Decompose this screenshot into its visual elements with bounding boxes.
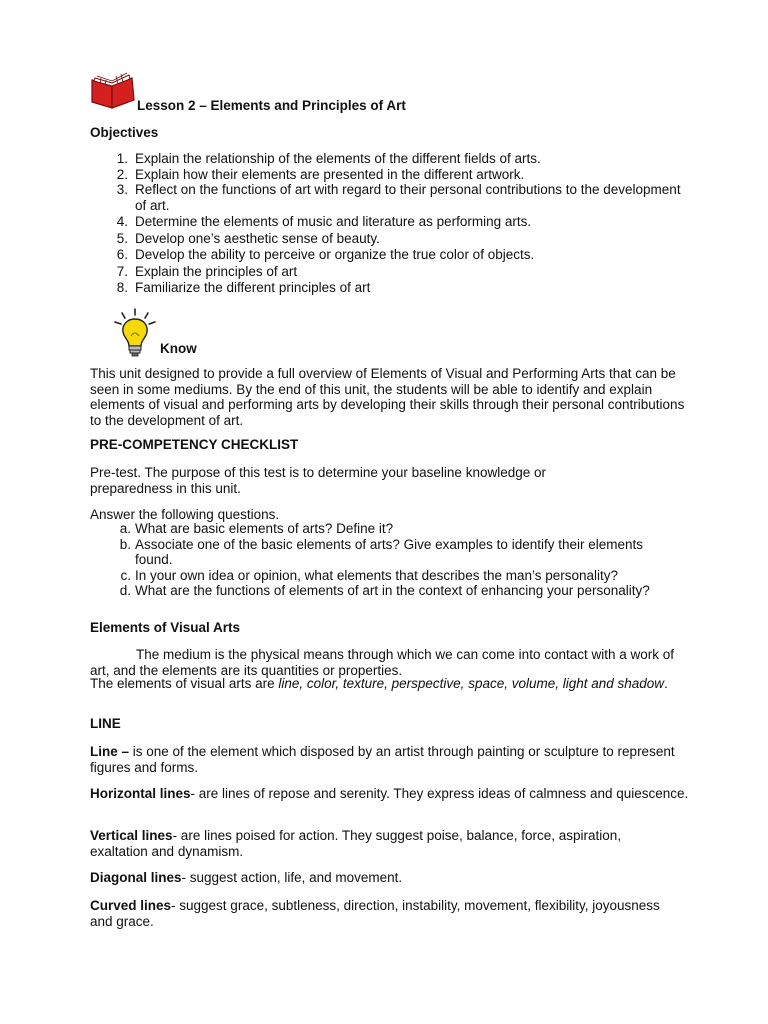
list-item: 8. Familiarize the different principles of art bbox=[116, 280, 371, 295]
medium-paragraph: The medium is the physical means through which we can come into contact with a work of art, and the elements are its quantities or properties. bbox=[90, 647, 675, 678]
list-item: 4. Determine the elements of music and literature as performing arts. bbox=[116, 214, 532, 229]
list-item: 3. Reflect on the functions of art with regard to their personal contributions to the development of art. bbox=[116, 182, 681, 213]
list-item: 5. Develop one’s aesthetic sense of beauty. bbox=[116, 230, 380, 246]
diagonal-lines-definition: Diagonal lines- suggest action, life, and movement. bbox=[90, 870, 403, 885]
list-item: 7. Explain the principles of art bbox=[116, 263, 298, 279]
list-item: a. What are basic elements of arts? Define it? bbox=[119, 521, 394, 536]
know-paragraph: This unit designed to provide a full overview of Elements of Visual and Performing Arts that can be seen in some mediums. By the end of this unit, the students will be able to identify and explain elements of visual and performing arts by developing their skills through their personal contributions to the development of art. bbox=[90, 366, 685, 428]
list-item: 6. Develop the ability to perceive or organize the true color of objects. bbox=[116, 247, 535, 262]
visual-arts-heading: Elements of Visual Arts bbox=[90, 620, 241, 635]
list-item: c. In your own idea or opinion, what elements that describes the man’s personality? bbox=[120, 567, 619, 583]
horizontal-lines-definition: Horizontal lines- are lines of repose and serenity. They express ideas of calmness and quiescence. bbox=[90, 786, 689, 801]
checklist-heading: PRE-COMPETENCY CHECKLIST bbox=[90, 437, 299, 452]
line-heading: LINE bbox=[90, 716, 121, 731]
list-item: 1. Explain the relationship of the elements of the different fields of arts. bbox=[116, 151, 541, 166]
light-bulb-icon bbox=[112, 308, 158, 358]
curved-lines-definition: Curved lines- suggest grace, subtleness, direction, instability, movement, flexibility, joyousness and grace. bbox=[90, 898, 660, 929]
lesson-title: Lesson 2 – Elements and Principles of Art bbox=[137, 98, 406, 113]
list-item: d. What are the functions of elements of art in the context of enhancing your personality? bbox=[119, 583, 650, 598]
list-item: b. Associate one of the basic elements of arts? Give examples to identify their elements found. bbox=[119, 536, 644, 567]
pretest-questions-list bbox=[113, 521, 683, 599]
pretest-paragraph: Pre-test. The purpose of this test is to determine your baseline knowledge or preparedness in this unit. bbox=[90, 465, 546, 496]
objectives-list bbox=[113, 151, 693, 296]
list-item: 2. Explain how their elements are presented in the different artwork. bbox=[116, 166, 525, 182]
know-heading: Know bbox=[160, 341, 197, 356]
open-book-icon bbox=[88, 72, 138, 112]
vertical-lines-definition: Vertical lines- are lines poised for action. They suggest poise, balance, force, aspiration, exaltation and dynamism. bbox=[90, 828, 622, 859]
objectives-heading: Objectives bbox=[90, 125, 159, 140]
instruction-text: Answer the following questions. bbox=[90, 507, 280, 522]
line-definition: Line – is one of the element which disposed by an artist through painting or sculpture to represent figures and forms. bbox=[90, 744, 675, 775]
elements-paragraph: The elements of visual arts are line, color, texture, perspective, space, volume, light and shadow. bbox=[90, 676, 668, 691]
